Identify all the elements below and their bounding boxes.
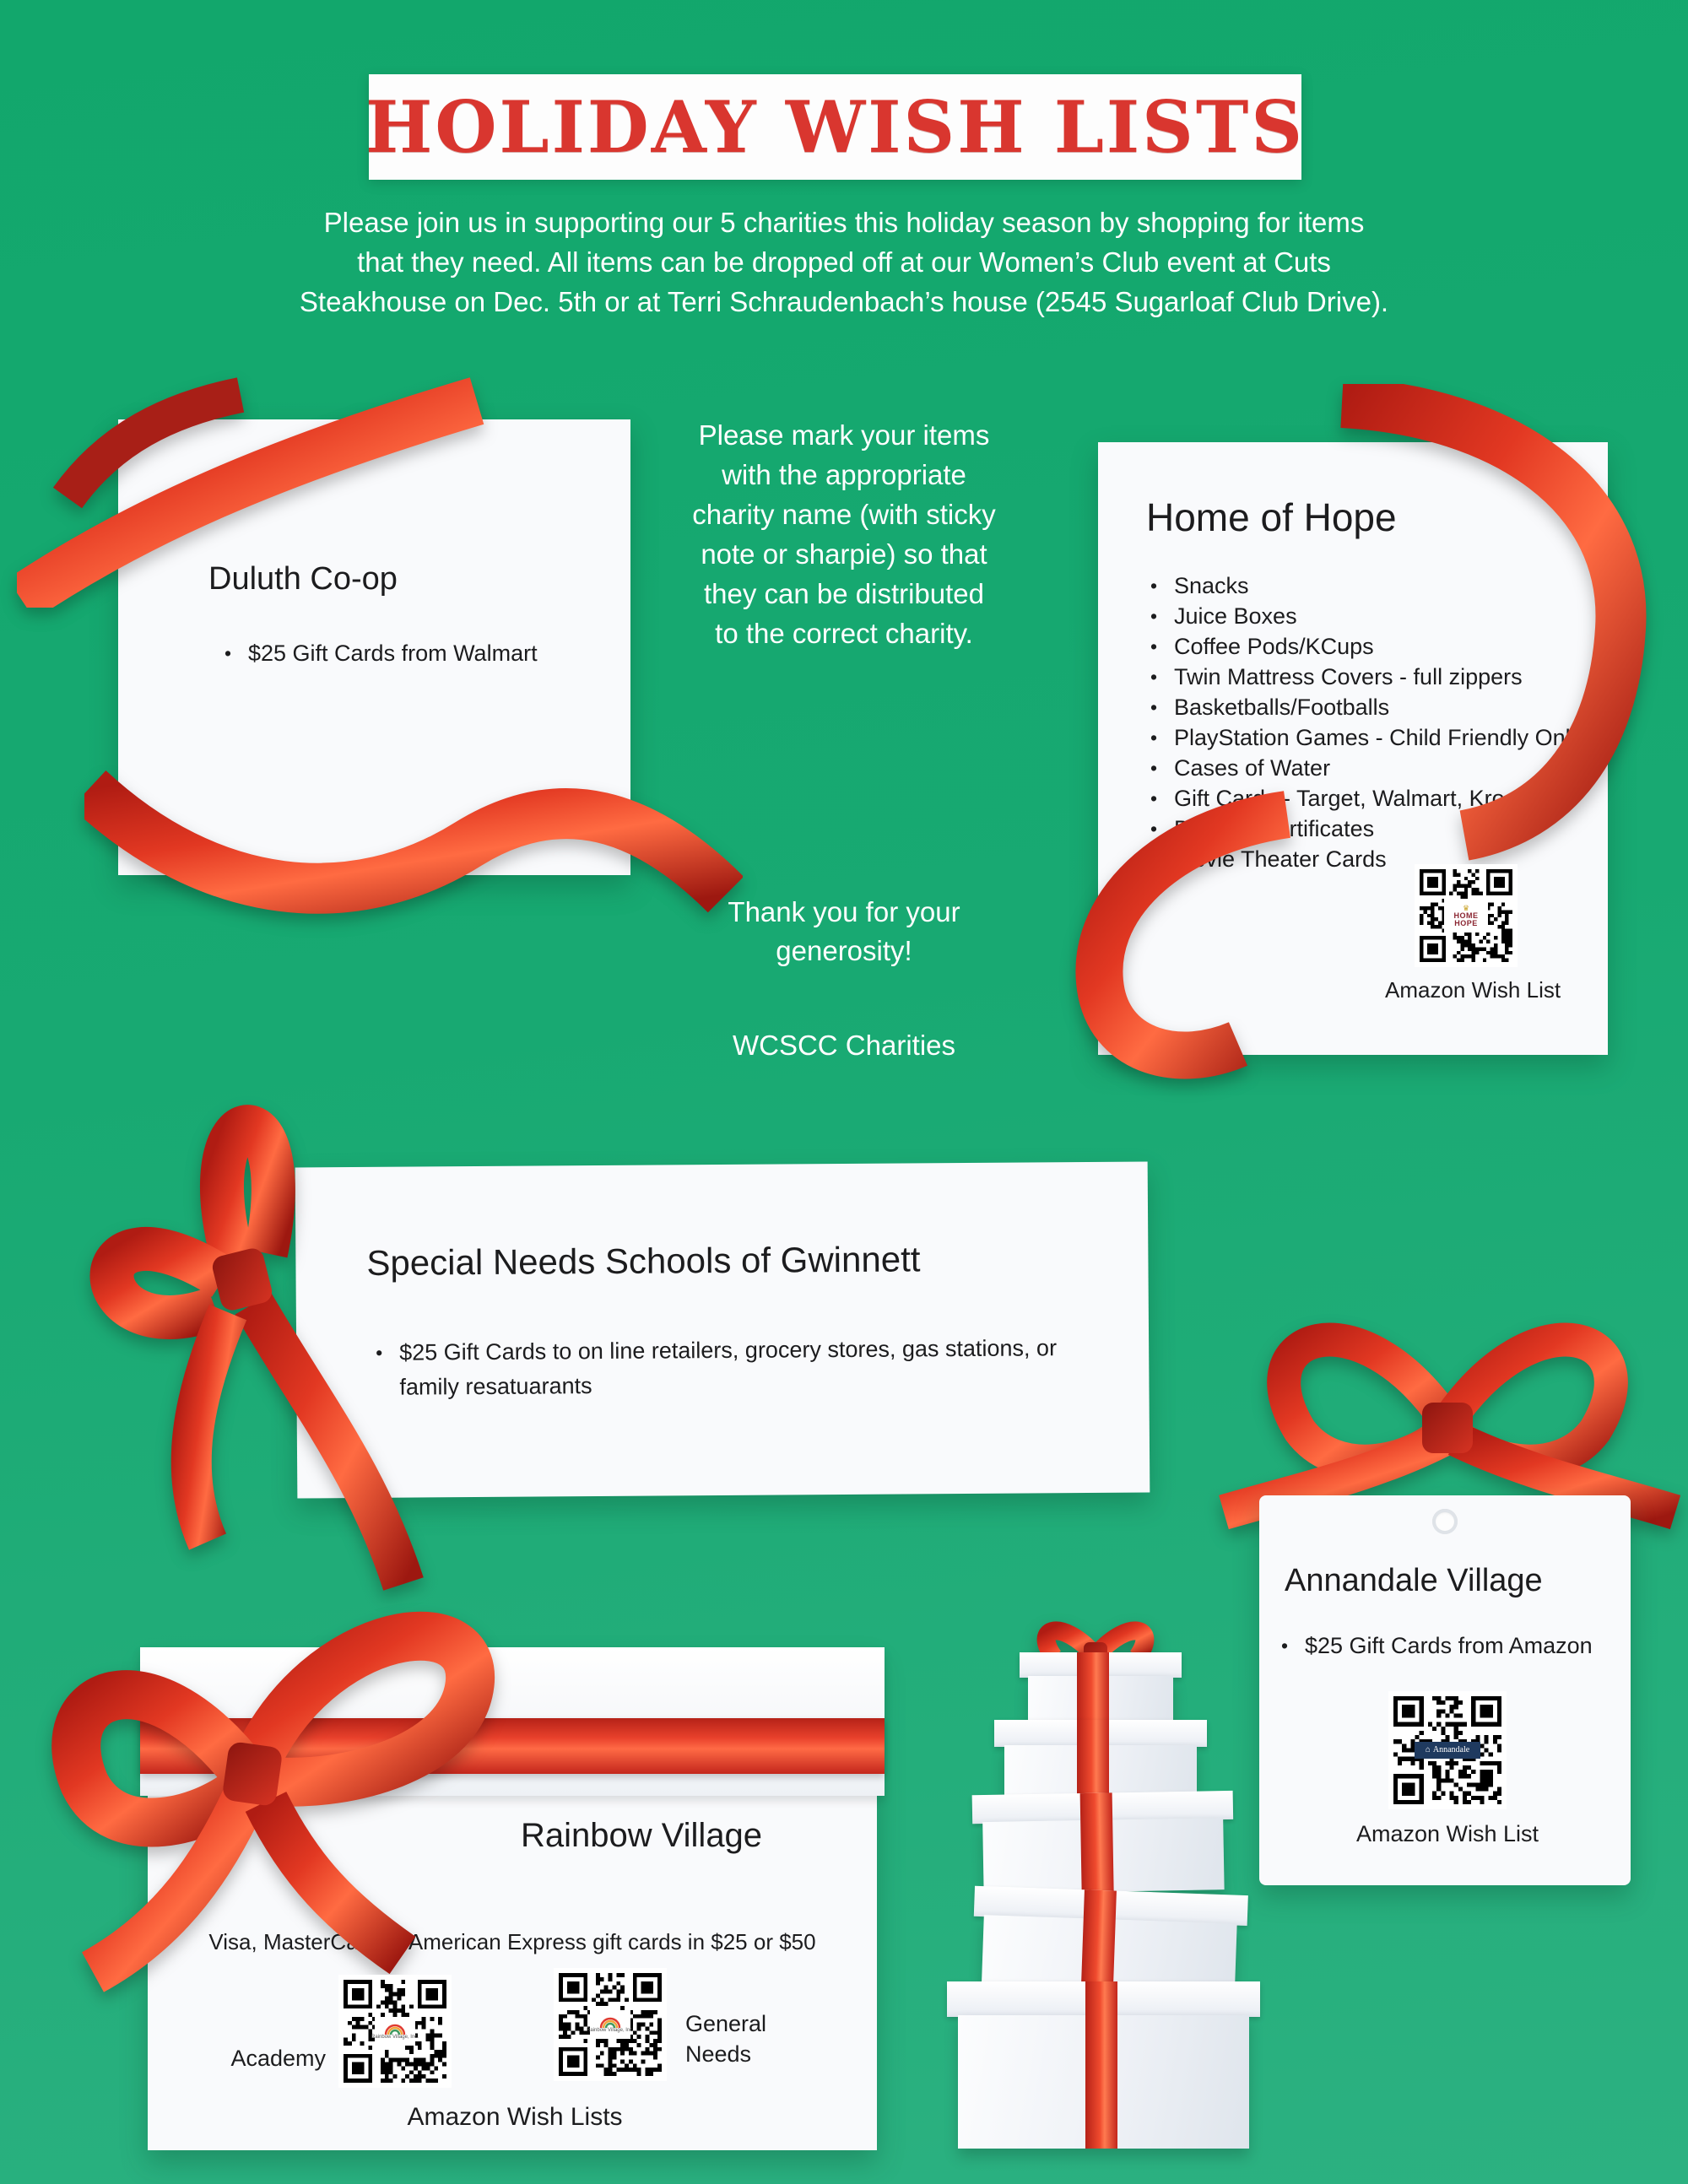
list-item: • $25 Gift Cards to on line retailers, grocery stores, gas stations, or family resatuarants	[371, 1331, 1114, 1405]
list-item: • Movie Theater Cards	[1145, 844, 1582, 874]
intro-text	[169, 203, 1519, 322]
rainbow-icon	[599, 2016, 621, 2028]
charity-name: Rainbow Village	[520, 1817, 763, 1854]
intro-line: Please join us in supporting our 5 charities this holiday season by shopping for items	[323, 207, 1365, 238]
ribbon-band	[140, 1718, 885, 1774]
logo-text: Rainbow Village, Inc.	[587, 2028, 634, 2033]
intro-line: Steakhouse on Dec. 5th or at Terri Schraudenbach’s house (2545 Sugarloaf Club Drive).	[299, 286, 1389, 317]
charity-name: Annandale Village	[1285, 1563, 1543, 1598]
wish-list	[371, 1331, 1114, 1405]
list-item: • Gift Cards - Target, Walmart, Kroger	[1145, 783, 1582, 814]
list-item: • Cases of Water	[1145, 753, 1582, 783]
qr-code	[554, 1968, 667, 2081]
card-rainbow-village	[148, 1652, 877, 2150]
qr-label-academy: Academy	[230, 2046, 326, 2071]
list-item: • Basketballs/Footballs	[1145, 692, 1582, 722]
page-title: HOLIDAY WISH LISTS	[365, 85, 1306, 169]
qr-caption: Amazon Wish Lists	[407, 2103, 623, 2131]
qr-code	[1388, 1691, 1507, 1809]
crown-icon: ♛	[1462, 903, 1470, 912]
house-icon: ⌂	[1425, 1745, 1431, 1754]
intro-line: that they need. All items can be dropped off at our Women’s Club event at Cuts	[357, 246, 1331, 278]
logo-text: Rainbow Village, Inc.	[371, 2035, 419, 2040]
gift-stack	[937, 1620, 1258, 2169]
list-item: • PlayStation Games - Child Friendly Only	[1145, 722, 1582, 753]
list-item: • $25 Gift Cards from Amazon	[1276, 1630, 1593, 1661]
list-item: • Coffee Pods/KCups	[1145, 631, 1582, 662]
rainbow-icon	[384, 2023, 406, 2035]
list-item: • Snacks	[1145, 570, 1582, 601]
qr-code	[338, 1975, 452, 2088]
qr-label-general-needs: General Needs	[685, 2011, 767, 2067]
charity-name: Home of Hope	[1146, 495, 1397, 539]
charity-name: Duluth Co-op	[208, 561, 398, 597]
charity-name: Special Needs Schools of Gwinnett	[366, 1239, 921, 1283]
home-of-hope-logo	[1444, 899, 1488, 933]
list-item: • Bowling Certificates	[1145, 814, 1582, 844]
qr-caption: Amazon Wish List	[1385, 977, 1561, 1003]
gift-card-note: Visa, MasterCard or American Express gift cards in $25 or $50	[208, 1929, 816, 1954]
wish-list	[219, 637, 538, 669]
logo-text: HOPE	[1454, 918, 1478, 927]
card-home-of-hope	[1098, 442, 1608, 1055]
list-item: • Twin Mattress Covers - full zippers	[1145, 662, 1582, 692]
logo-text: HOME	[1453, 911, 1479, 920]
tag-hole	[1432, 1509, 1458, 1534]
marking-instructions: Please mark your items with the appropriate charity name (with sticky note or sharpie) so that they can be distributed to the correct charity.	[692, 419, 996, 649]
title-banner	[365, 74, 1306, 180]
wish-list	[1145, 570, 1582, 874]
annandale-logo	[1415, 1742, 1480, 1759]
card-special-needs-schools	[295, 1161, 1150, 1498]
rainbow-village-logo	[371, 2017, 419, 2046]
card-duluth-coop	[118, 419, 630, 875]
thanks-text: Thank you for your generosity!	[728, 896, 960, 966]
logo-text: Annandale	[1432, 1745, 1470, 1754]
qr-code	[1415, 864, 1518, 967]
wish-list	[1276, 1630, 1593, 1661]
list-item: • $25 Gift Cards from Walmart	[219, 637, 538, 669]
rainbow-village-logo	[587, 2010, 634, 2039]
qr-caption: Amazon Wish List	[1355, 1821, 1539, 1846]
thanks-note	[690, 893, 998, 1065]
list-item: • Juice Boxes	[1145, 601, 1582, 631]
signature-text: WCSCC Charities	[732, 1030, 956, 1061]
